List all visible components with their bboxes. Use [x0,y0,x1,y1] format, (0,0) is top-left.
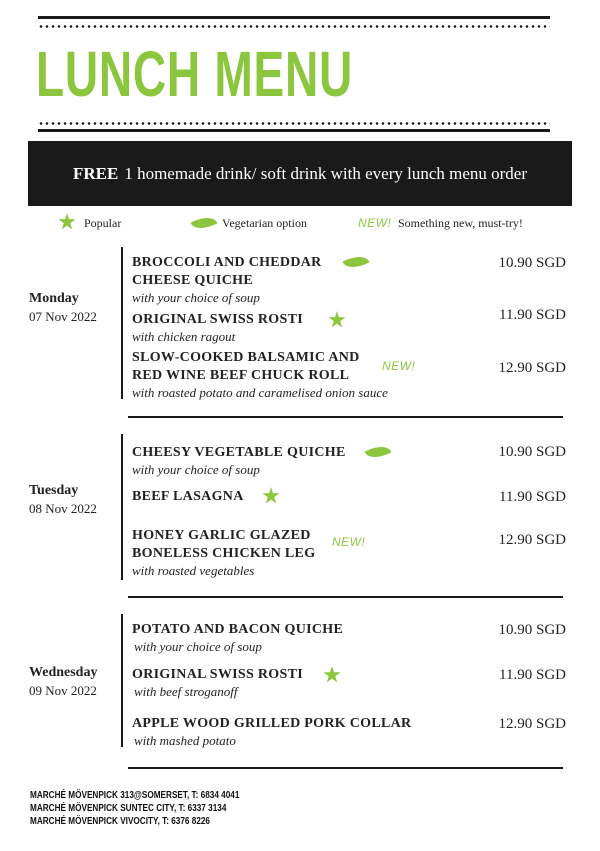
menu-item [132,349,388,400]
dish-name: CHEESY VEGETABLE QUICHE [132,445,346,460]
day-date: 07 Nov 2022 [29,309,97,324]
menu-item [132,715,411,748]
dish-price: 12.90 SGD [498,360,566,376]
day-name: Tuesday [29,483,79,498]
day-name: Monday [29,291,79,306]
location-line: MARCHÉ MÖVENPICK VIVOCITY, T: 6376 8226 [30,816,211,827]
dish-name: ORIGINAL SWISS ROSTI [132,667,303,682]
banner-text: 1 homemade drink/ soft drink with every lunch menu order [124,163,528,183]
dish-description: with chicken ragout [132,329,236,344]
day-monday [29,291,97,325]
dish-price: 10.90 SGD [498,622,566,638]
tuesday-divider [121,434,123,580]
dish-price: 10.90 SGD [498,444,566,460]
legend-popular: Popular [84,216,122,230]
dish-name: HONEY GARLIC GLAZED [132,528,311,543]
day-tuesday [29,483,97,517]
dish-name: ORIGINAL SWISS ROSTI [132,312,303,327]
dish-description: with your choice of soup [132,290,260,305]
leaf-icon [365,441,392,462]
dish-name: APPLE WOOD GRILLED PORK COLLAR [132,716,412,731]
dish-description: with mashed potato [134,733,236,748]
star-icon [323,666,341,684]
section-divider [128,416,563,418]
dish-price: 11.90 SGD [499,307,566,323]
dish-name: SLOW-COOKED BALSAMIC AND [132,350,360,365]
dish-price: 12.90 SGD [498,532,566,548]
dish-price: 11.90 SGD [499,489,566,505]
leaf-icon [191,212,218,233]
dish-description: with beef stroganoff [134,684,238,699]
leaf-icon [343,251,370,272]
top-dotted-rule [38,25,550,28]
menu-item [132,311,303,344]
new-badge-icon: NEW! [332,535,366,549]
menu-item [132,444,346,477]
section-divider [128,596,563,598]
menu-item [132,488,244,506]
banner-bold: FREE [72,163,119,183]
dish-description: with roasted potato and caramelised onion sauce [132,385,388,400]
dish-name: BONELESS CHICKEN LEG [132,546,316,561]
dish-name: BEEF LASAGNA [132,489,244,504]
bottom-dotted-rule [38,122,550,125]
legend-vegetarian: Vegetarian option [222,216,307,230]
dish-name: POTATO AND BACON QUICHE [132,622,344,637]
new-badge-icon: NEW! [358,216,392,230]
day-date: 08 Nov 2022 [29,501,97,516]
day-date: 09 Nov 2022 [29,683,97,698]
page-title: LUNCH MENU [36,38,353,110]
menu-item [132,621,343,654]
star-icon [262,487,280,505]
day-name: Wednesday [29,665,98,680]
dish-name: RED WINE BEEF CHUCK ROLL [132,368,350,383]
wednesday-divider [121,614,123,747]
star-icon [58,213,76,231]
footer-locations [30,789,239,828]
monday-divider [121,247,123,399]
day-wednesday [29,665,97,699]
menu-item [132,666,303,699]
new-badge-icon: NEW! [382,359,416,373]
dish-description: with your choice of soup [134,639,262,654]
dish-price: 12.90 SGD [498,716,566,732]
star-icon [328,311,346,329]
legend-new: Something new, must-try! [398,216,523,230]
dish-description: with your choice of soup [132,462,260,477]
menu-item [132,254,322,305]
dish-name: CHEESE QUICHE [132,273,253,288]
location-line: MARCHÉ MÖVENPICK SUNTEC CITY, T: 6337 3134 [30,803,227,814]
menu-item [132,527,315,578]
bottom-rule [38,129,550,132]
dish-price: 10.90 SGD [498,255,566,271]
dish-description: with roasted vegetables [132,563,255,578]
section-divider [128,767,563,769]
dish-price: 11.90 SGD [499,667,566,683]
top-rule [38,16,550,19]
dish-name: BROCCOLI AND CHEDDAR [132,255,322,270]
legend [0,212,600,234]
free-drink-banner [28,141,572,206]
location-line: MARCHÉ MÖVENPICK 313@SOMERSET, T: 6834 4041 [30,790,240,801]
